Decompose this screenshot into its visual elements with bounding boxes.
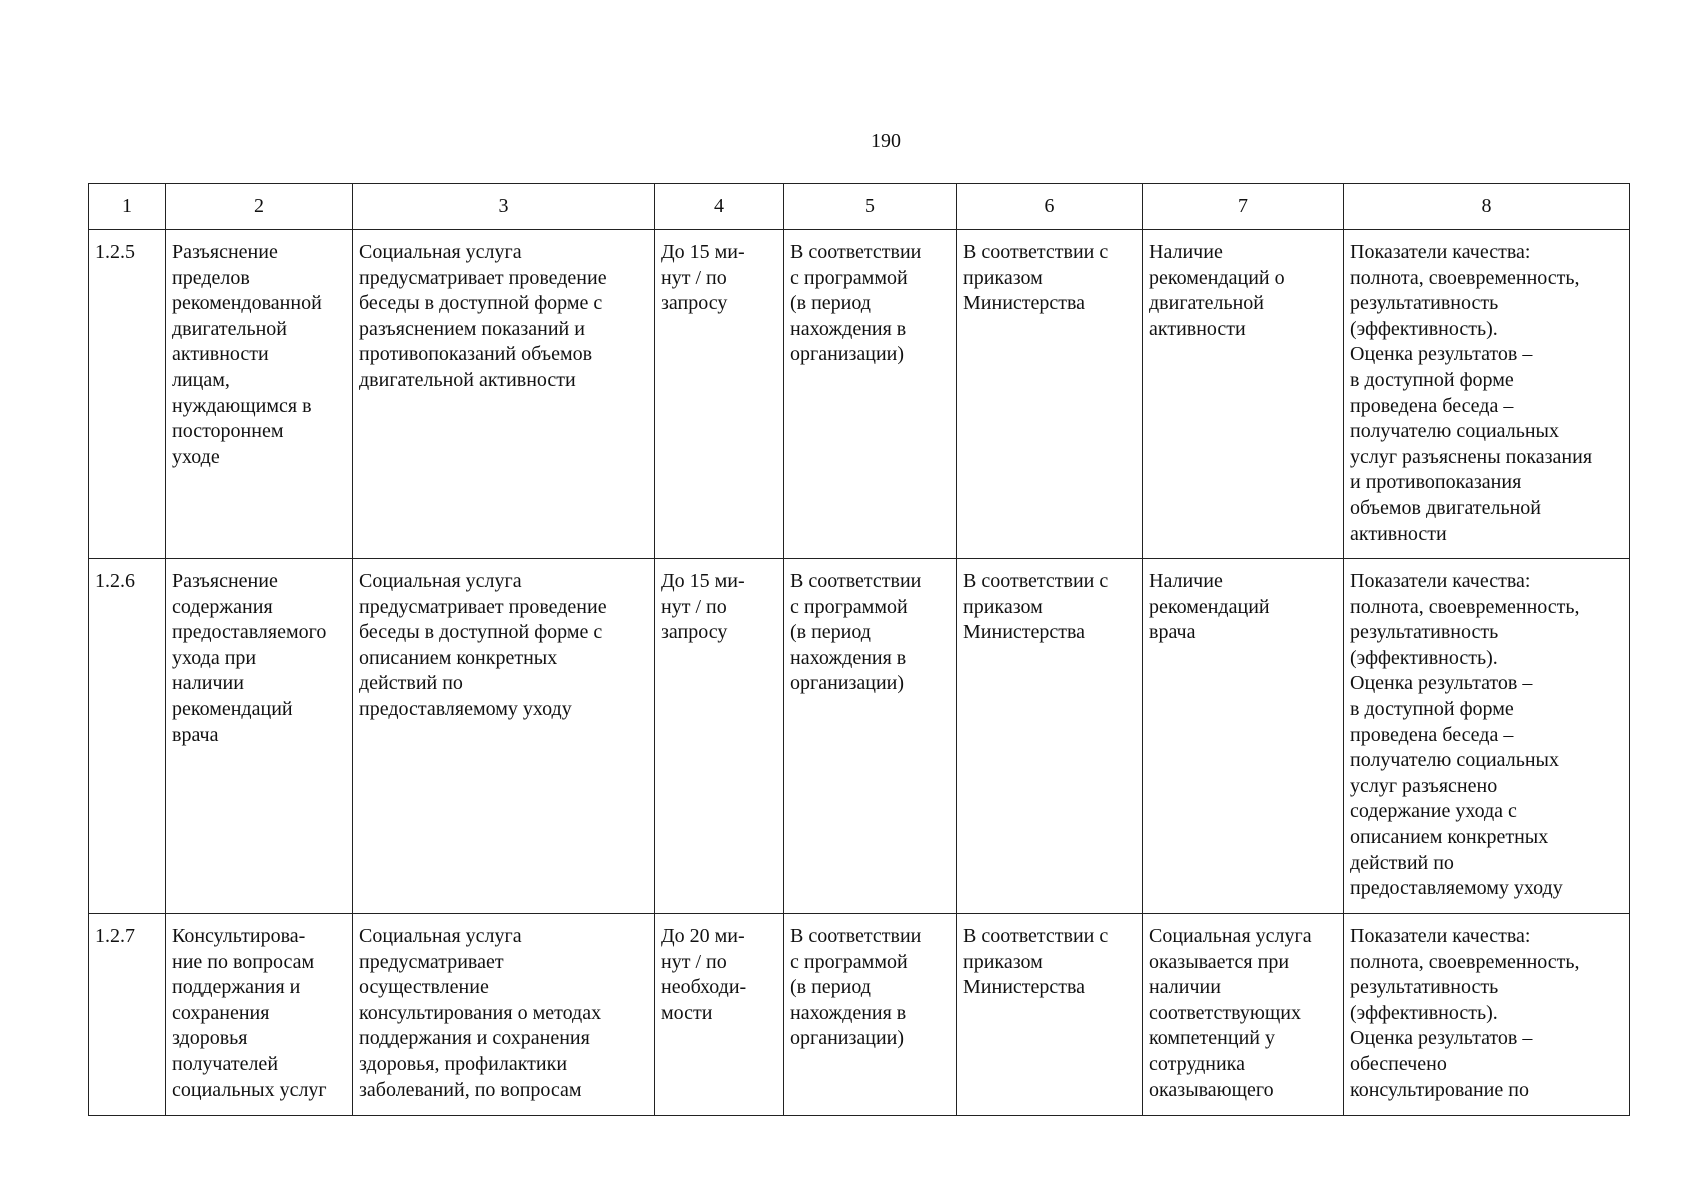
service-name-cell [166, 559, 353, 914]
frequency: В соответствии с программой (в период нахождения в организации) [790, 925, 922, 1050]
column-header: 2 [166, 184, 353, 230]
service-description-cell [353, 230, 655, 559]
table-row [89, 914, 1630, 1116]
quality-indicators-cell [1344, 914, 1630, 1116]
tariff-cell [957, 559, 1143, 914]
tariff-cell [957, 914, 1143, 1116]
frequency: В соответствии с программой (в период нахождения в организации) [790, 241, 922, 366]
row-number: 1.2.5 [95, 241, 135, 263]
duration: До 20 ми- нут / по необходи- мости [661, 925, 747, 1024]
duration: До 15 ми- нут / по запросу [661, 570, 745, 644]
frequency-cell [784, 559, 957, 914]
conditions: Наличие рекомендаций о двигательной активности [1149, 241, 1285, 340]
conditions-cell [1143, 559, 1344, 914]
conditions-cell [1143, 914, 1344, 1116]
tariff-cell [957, 230, 1143, 559]
quality-indicators: Показатели качества: полнота, своевременность, результативность (эффективность). Оценка результатов – в доступной форме проведена беседа – получателю социальных услуг разъяснены показания и противопоказания объемов двигательной активности [1350, 241, 1593, 545]
table-header-row [89, 184, 1630, 230]
table-row [89, 230, 1630, 559]
service-name: Разъяснение пределов рекомендованной двигательной активности лицам, нуждающимся в постороннем уходе [172, 241, 322, 468]
service-name: Разъяснение содержания предоставляемого ухода при наличии рекомендаций врача [172, 570, 327, 746]
quality-indicators: Показатели качества: полнота, своевременность, результативность (эффективность). Оценка результатов – в доступной форме проведена беседа – получателю социальных услуг разъяснено содержание ухода с описанием конкретных действий по предоставляемому уходу [1350, 570, 1580, 900]
service-description: Социальная услуга предусматривает проведение беседы в доступной форме с описанием конкретных действий по предоставляемому уходу [359, 570, 607, 720]
service-description: Социальная услуга предусматривает проведение беседы в доступной форме с разъяснением показаний и противопоказаний объемов двигательной активности [359, 241, 607, 391]
service-description-cell [353, 914, 655, 1116]
row-number: 1.2.6 [95, 570, 135, 592]
service-name-cell [166, 230, 353, 559]
page-number: 190 [871, 130, 901, 152]
row-number-cell [89, 230, 166, 559]
frequency-cell [784, 230, 957, 559]
service-description-cell [353, 559, 655, 914]
column-header: 1 [89, 184, 166, 230]
column-header: 4 [655, 184, 784, 230]
duration-cell [655, 559, 784, 914]
column-header: 3 [353, 184, 655, 230]
column-header: 6 [957, 184, 1143, 230]
tariff: В соответствии с приказом Министерства [963, 925, 1109, 999]
service-description: Социальная услуга предусматривает осуществление консультирования о методах поддержания и сохранения здоровья, профилактики заболеваний, по вопросам [359, 925, 602, 1101]
tariff: В соответствии с приказом Министерства [963, 241, 1109, 315]
duration: До 15 ми- нут / по запросу [661, 241, 745, 315]
table-row [89, 559, 1630, 914]
column-header: 7 [1143, 184, 1344, 230]
conditions: Наличие рекомендаций врача [1149, 570, 1270, 644]
service-name: Консультирова- ние по вопросам поддержания и сохранения здоровья получателей социальных услуг [172, 925, 327, 1101]
quality-indicators: Показатели качества: полнота, своевременность, результативность (эффективность). Оценка результатов – обеспечено консультирование по [1350, 925, 1580, 1101]
service-name-cell [166, 914, 353, 1116]
column-header: 8 [1344, 184, 1630, 230]
frequency-cell [784, 914, 957, 1116]
quality-indicators-cell [1344, 230, 1630, 559]
row-number-cell [89, 914, 166, 1116]
row-number-cell [89, 559, 166, 914]
duration-cell [655, 914, 784, 1116]
conditions: Социальная услуга оказывается при наличии соответствующих компетенций у сотрудника оказывающего [1149, 925, 1312, 1101]
tariff: В соответствии с приказом Министерства [963, 570, 1109, 644]
row-number: 1.2.7 [95, 925, 135, 947]
quality-indicators-cell [1344, 559, 1630, 914]
services-table [88, 183, 1630, 1116]
column-header: 5 [784, 184, 957, 230]
frequency: В соответствии с программой (в период нахождения в организации) [790, 570, 922, 695]
conditions-cell [1143, 230, 1344, 559]
duration-cell [655, 230, 784, 559]
